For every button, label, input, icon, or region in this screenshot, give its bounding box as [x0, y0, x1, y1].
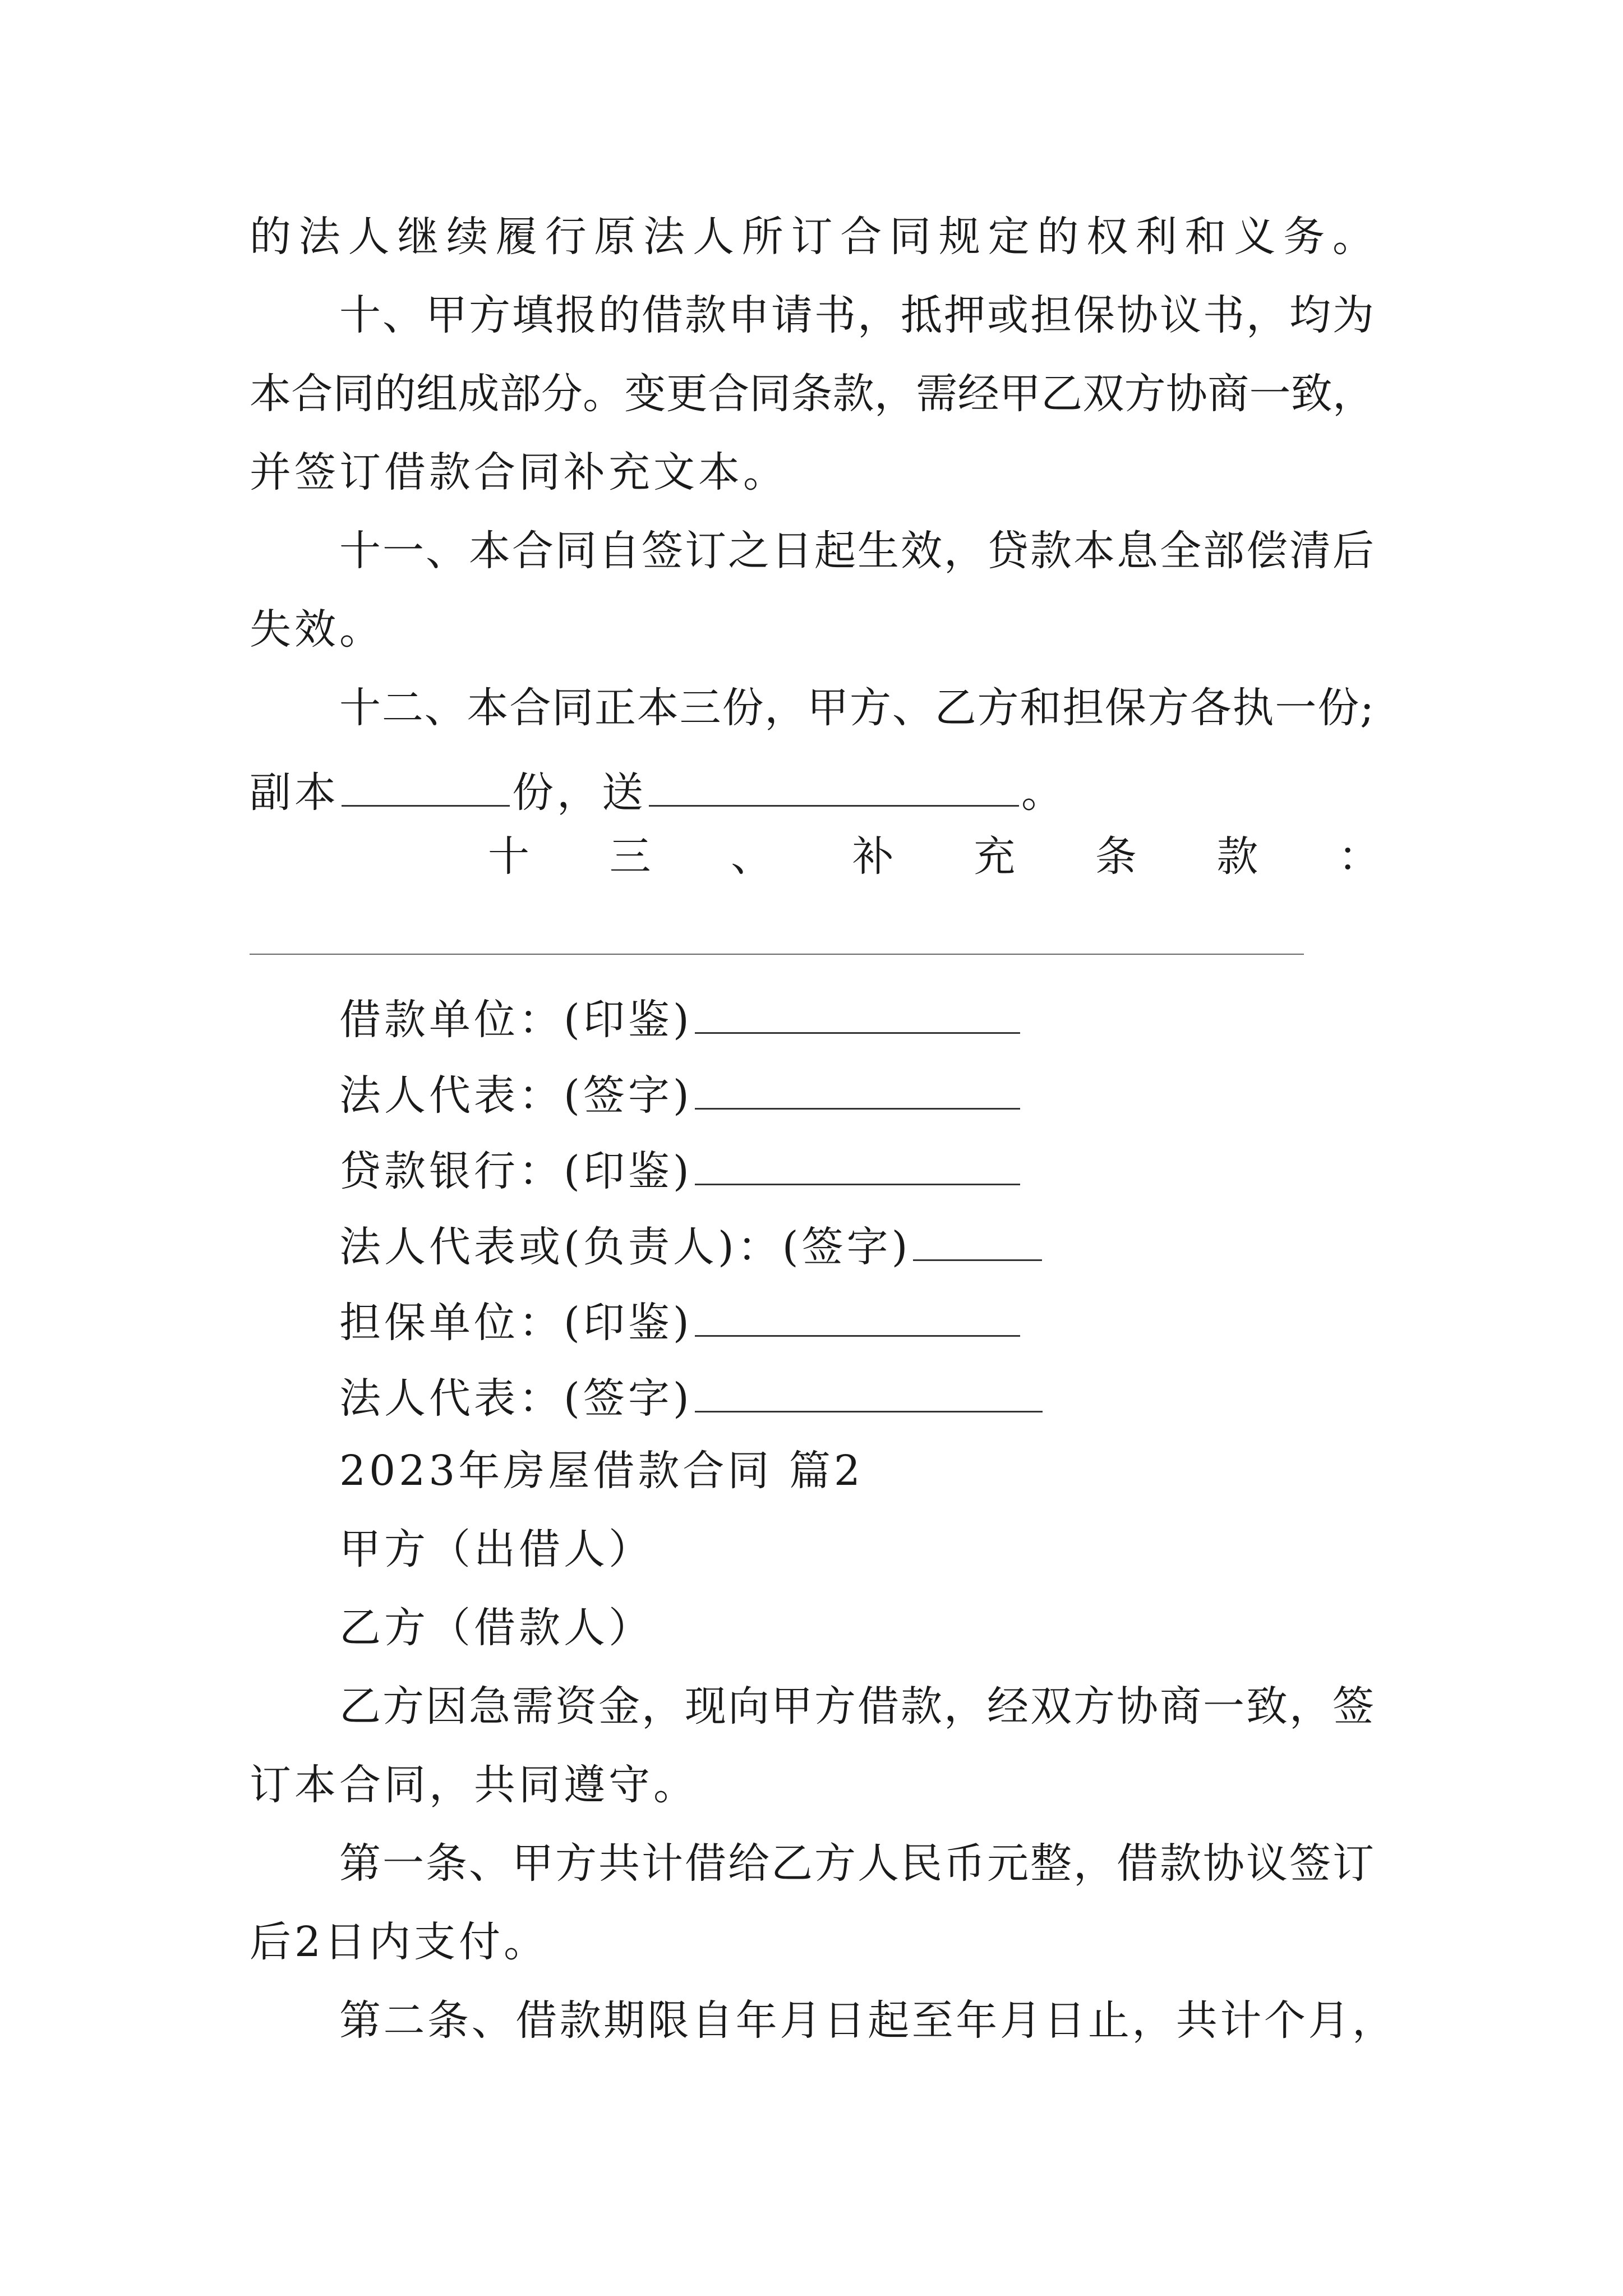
clause-10-line-2: 本合同的组成部分。变更合同条款，需经甲乙双方协商一致，	[250, 370, 1374, 418]
clause-11-line-1: 十一、本合同自签订之日起生效，贷款本息全部偿清后	[339, 527, 1374, 575]
borrower-seal-label: 借款单位：(印鉴)	[339, 996, 693, 1044]
borrower-seal-blank[interactable]	[695, 993, 1020, 1034]
preamble-line-1: 乙方因急需资金，现向甲方借款，经双方协商一致，签	[339, 1682, 1374, 1731]
signature-line	[339, 1069, 1022, 1120]
clause-12-line-2	[250, 766, 1066, 817]
signature-line	[339, 993, 1022, 1044]
borrower-rep-blank[interactable]	[695, 1069, 1020, 1110]
clause-13-char: 、	[731, 832, 773, 881]
preamble-line-2: 订本合同，共同遵守。	[250, 1761, 698, 1809]
bank-seal-label: 贷款银行：(印鉴)	[339, 1147, 693, 1195]
clause-13-char: 三	[609, 832, 651, 881]
clause-13-char: 条	[1095, 832, 1137, 881]
guarantor-rep-label: 法人代表：(签字)	[339, 1374, 693, 1423]
clause-13-char: ：	[1338, 832, 1380, 881]
clause-13-char: 款	[1216, 832, 1258, 881]
signature-line	[339, 1144, 1022, 1195]
party-b: 乙方（借款人）	[339, 1604, 653, 1652]
clause-13-heading	[488, 832, 1380, 881]
signature-line	[339, 1220, 1044, 1271]
clause-10-line-1: 十、甲方填报的借款申请书，抵押或担保协议书，均为	[339, 291, 1374, 339]
supplementary-terms-rule[interactable]	[250, 954, 1304, 955]
article-1-line-2: 后2日内支付。	[250, 1918, 549, 1966]
signature-line	[339, 1296, 1022, 1347]
party-a: 甲方（出借人）	[339, 1525, 653, 1573]
bank-rep-label: 法人代表或(负责人)：(签字)	[339, 1223, 911, 1271]
clause-13-char: 补	[852, 832, 894, 881]
clause-13-char: 充	[974, 832, 1016, 881]
clause-10-line-3: 并签订借款合同补充文本。	[250, 448, 788, 496]
bank-seal-blank[interactable]	[695, 1144, 1020, 1185]
clause-11-line-2: 失效。	[250, 605, 384, 654]
article-2-line-1: 第二条、借款期限自年月日起至年月日止，共计个月，	[339, 1996, 1394, 2045]
section-heading: 2023年房屋借款合同 篇2	[339, 1447, 864, 1495]
send-to-blank[interactable]	[649, 766, 1019, 807]
send-label: 份，送	[512, 769, 647, 817]
borrower-rep-label: 法人代表：(签字)	[339, 1071, 693, 1120]
guarantor-rep-blank[interactable]	[695, 1372, 1043, 1412]
guarantor-seal-blank[interactable]	[695, 1296, 1020, 1337]
text-line: 的法人继续履行原法人所订合同规定的权利和义务。	[250, 213, 1374, 261]
copies-count-blank[interactable]	[342, 766, 510, 807]
period: 。	[1021, 769, 1066, 817]
copies-label: 副本	[250, 769, 339, 817]
clause-12-line-1: 十二、本合同正本三份，甲方、乙方和担保方各执一份;	[339, 684, 1374, 732]
clause-13-char: 十	[488, 832, 529, 881]
article-1-line-1: 第一条、甲方共计借给乙方人民币元整，借款协议签订	[339, 1839, 1374, 1888]
bank-rep-blank[interactable]	[913, 1220, 1042, 1261]
guarantor-seal-label: 担保单位：(印鉴)	[339, 1299, 693, 1347]
signature-line	[339, 1372, 1045, 1423]
